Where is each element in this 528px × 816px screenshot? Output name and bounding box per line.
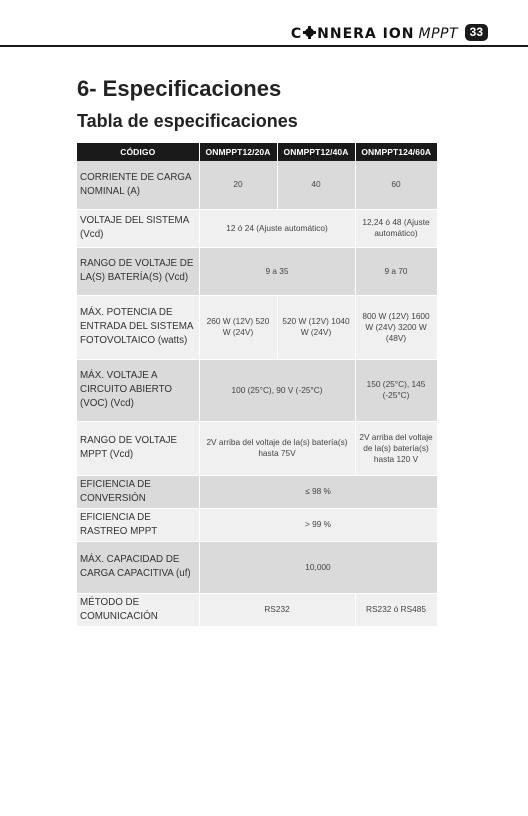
spec-value: 9 a 35 [199,247,355,295]
spec-value: 10,000 [199,541,437,593]
spec-label: VOLTAJE DEL SISTEMA (Vcd) [77,209,199,247]
spec-value: ≤ 98 % [199,475,437,508]
section-title: 6- Especificaciones [77,76,282,101]
specifications-table [77,143,438,627]
spec-value: RS232 [199,593,355,626]
brand-logo [291,26,458,42]
spec-label: RANGO DE VOLTAJE DE LA(S) BATERÍA(S) (Vcd) [77,247,199,295]
column-header-model: ONMPPT12/20A [199,143,277,161]
page-number: 33 [465,24,488,41]
spec-label: EFICIENCIA DE RASTREO MPPT [77,508,199,541]
spec-label: MÉTODO DE COMUNICACIÓN [77,593,199,626]
table-row [77,209,437,247]
spec-value: 2V arriba del voltaje de la(s) batería(s) hasta 75V [199,421,355,475]
table-header-row [77,143,437,161]
spec-value: 150 (25°C), 145 (-25°C) [355,359,437,421]
table-row [77,541,437,593]
spec-label: MÁX. CAPACIDAD DE CARGA CAPACITIVA (uf) [77,541,199,593]
spec-value: 9 a 70 [355,247,437,295]
brand-model: MPPT [418,26,458,42]
spec-value: 260 W (12V) 520 W (24V) [199,295,277,359]
spec-value: 800 W (12V) 1600 W (24V) 3200 W (48V) [355,295,437,359]
spec-value: 20 [199,161,277,209]
spec-value: RS232 ó RS485 [355,593,437,626]
sun-mark-icon [303,26,316,39]
table-row [77,475,437,508]
column-header-model: ONMPPT124/60A [355,143,437,161]
table-row [77,161,437,209]
table-row [77,359,437,421]
subsection-title: Tabla de especificaciones [77,111,298,131]
spec-label: RANGO DE VOLTAJE MPPT (Vcd) [77,421,199,475]
table-row [77,295,437,359]
table-row [77,508,437,541]
spec-label: MÁX. VOLTAJE A CIRCUITO ABIERTO (VOC) (Vcd) [77,359,199,421]
spec-label: MÁX. POTENCIA DE ENTRADA DEL SISTEMA FOTOVOLTAICO (watts) [77,295,199,359]
spec-value: 520 W (12V) 1040 W (24V) [277,295,355,359]
table-row [77,247,437,295]
column-header-model: ONMPPT12/40A [277,143,355,161]
spec-value: 12 ó 24 (Ajuste automático) [199,209,355,247]
spec-label: CORRIENTE DE CARGA NOMINAL (A) [77,161,199,209]
brand-name: C NNERA ION [290,26,415,42]
table-row [77,421,437,475]
spec-value: 100 (25°C), 90 V (-25°C) [199,359,355,421]
page-header [0,0,528,48]
spec-label: EFICIENCIA DE CONVERSIÓN [77,475,199,508]
spec-value: 12,24 ó 48 (Ajuste automático) [355,209,437,247]
header-divider [0,45,528,47]
column-header-code: CÓDIGO [77,143,199,161]
spec-value: 2V arriba del voltaje de la(s) batería(s) hasta 120 V [355,421,437,475]
spec-value: 60 [355,161,437,209]
spec-value: > 99 % [199,508,437,541]
table-row [77,593,437,626]
spec-value: 40 [277,161,355,209]
